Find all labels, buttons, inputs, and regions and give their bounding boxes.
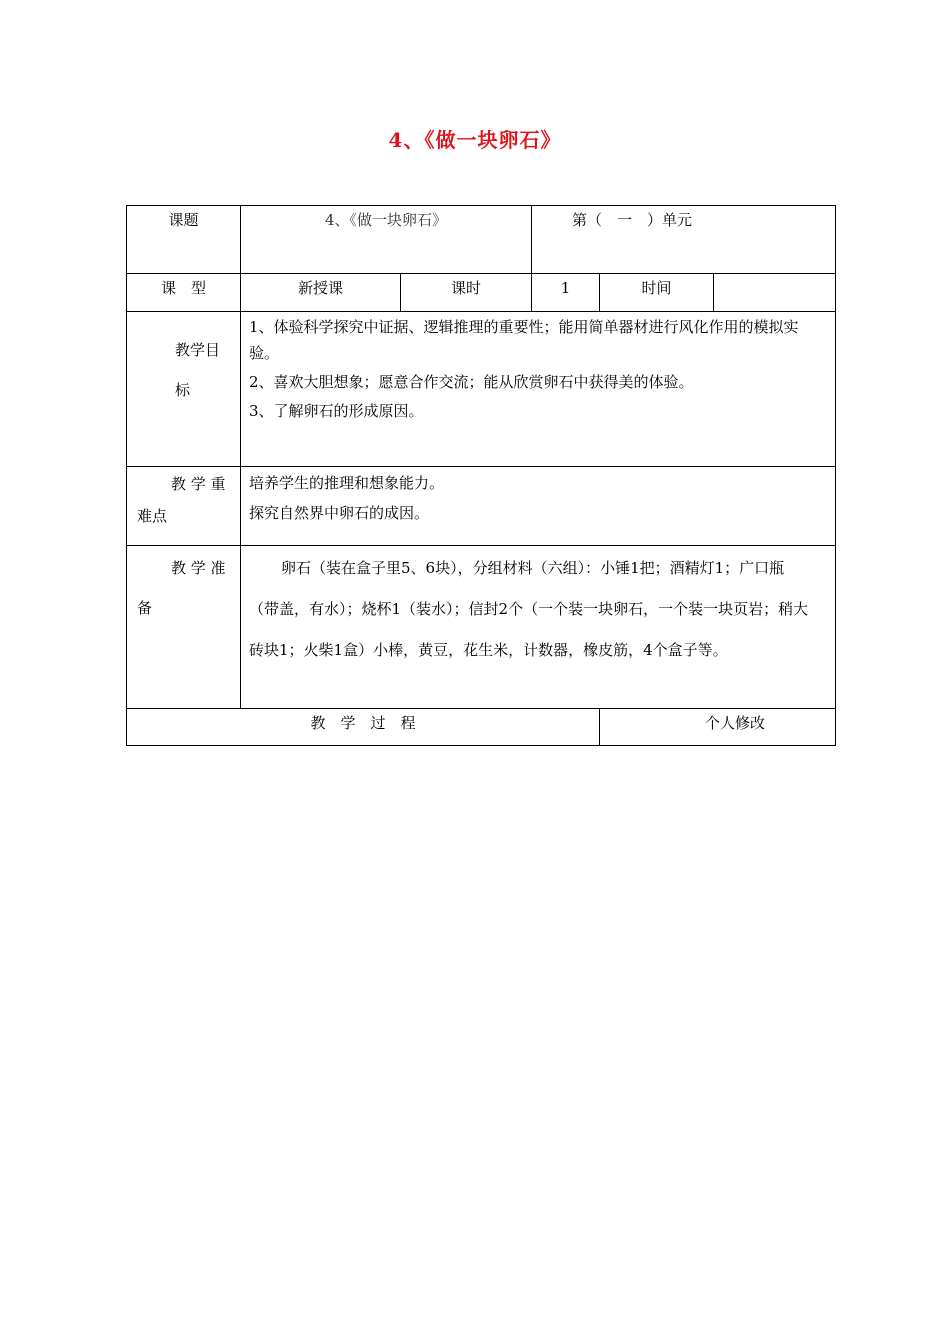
revision-label: 个人修改 bbox=[705, 714, 766, 732]
objectives-content-cell bbox=[241, 312, 836, 467]
preparation-label-line2: 备 bbox=[137, 599, 153, 617]
time-value-cell bbox=[714, 274, 836, 312]
type-value-cell bbox=[241, 274, 401, 312]
time-label-cell bbox=[600, 274, 714, 312]
topic-label-cell bbox=[127, 206, 241, 274]
objectives-label-line2: 标 bbox=[175, 381, 191, 399]
type-label-cell bbox=[127, 274, 241, 312]
hours-value: 1 bbox=[560, 279, 571, 297]
objectives-label-cell bbox=[127, 312, 241, 467]
key-points-content-cell bbox=[241, 467, 836, 546]
objective-item: 3、了解卵石的形成原因。 bbox=[249, 402, 424, 420]
key-point-item: 培养学生的推理和想象能力。 bbox=[249, 474, 445, 492]
type-value: 新授课 bbox=[297, 279, 343, 297]
hours-label-cell bbox=[401, 274, 532, 312]
type-label: 课 型 bbox=[160, 279, 206, 297]
objectives-row bbox=[127, 312, 836, 467]
topic-value-cell bbox=[241, 206, 532, 274]
preparation-text: 卵石（装在盒子里5、6块），分组材料（六组）：小锤1把；酒精灯1；广口瓶（带盖，有水）；烧杯1（装水）；信封2个（一个装一块卵石，一个装一块页岩；稍大砖块1；火柴1盒）小棒，黄豆，花生米，计数器，橡皮筋，4个盒子等。 bbox=[249, 559, 809, 659]
preparation-content-cell bbox=[241, 546, 836, 709]
process-row bbox=[127, 709, 836, 746]
objective-item: 1、体验科学探究中证据、逻辑推理的重要性；能用简单器材进行风化作用的模拟实验。 bbox=[249, 318, 799, 362]
key-points-label-line2: 难点 bbox=[137, 507, 168, 525]
topic-value: 4、《做一块卵石》 bbox=[324, 211, 448, 229]
type-row bbox=[127, 274, 836, 312]
topic-row bbox=[127, 206, 836, 274]
process-label-cell bbox=[127, 709, 600, 746]
preparation-label-line1: 教 学 准 bbox=[171, 559, 226, 577]
hours-value-cell bbox=[532, 274, 600, 312]
time-label: 时间 bbox=[641, 279, 672, 297]
document-title: 4、《做一块卵石》 bbox=[388, 128, 562, 152]
topic-label: 课题 bbox=[168, 211, 199, 229]
process-label: 教 学 过 程 bbox=[310, 714, 416, 732]
key-points-label-cell bbox=[127, 467, 241, 546]
key-points-label-line1: 教 学 重 bbox=[171, 475, 226, 493]
preparation-row bbox=[127, 546, 836, 709]
revision-label-cell bbox=[600, 709, 836, 746]
unit-cell bbox=[532, 206, 836, 274]
objective-item: 2、喜欢大胆想象；愿意合作交流；能从欣赏卵石中获得美的体验。 bbox=[249, 373, 694, 391]
hours-label: 课时 bbox=[451, 279, 482, 297]
objectives-label-line1: 教学目 bbox=[175, 341, 221, 359]
key-point-item: 探究自然界中卵石的成因。 bbox=[249, 504, 430, 522]
unit-label: 第（ 一 ）单元 bbox=[572, 211, 693, 229]
key-points-row bbox=[127, 467, 836, 546]
lesson-plan-table bbox=[126, 205, 836, 746]
preparation-label-cell bbox=[127, 546, 241, 709]
